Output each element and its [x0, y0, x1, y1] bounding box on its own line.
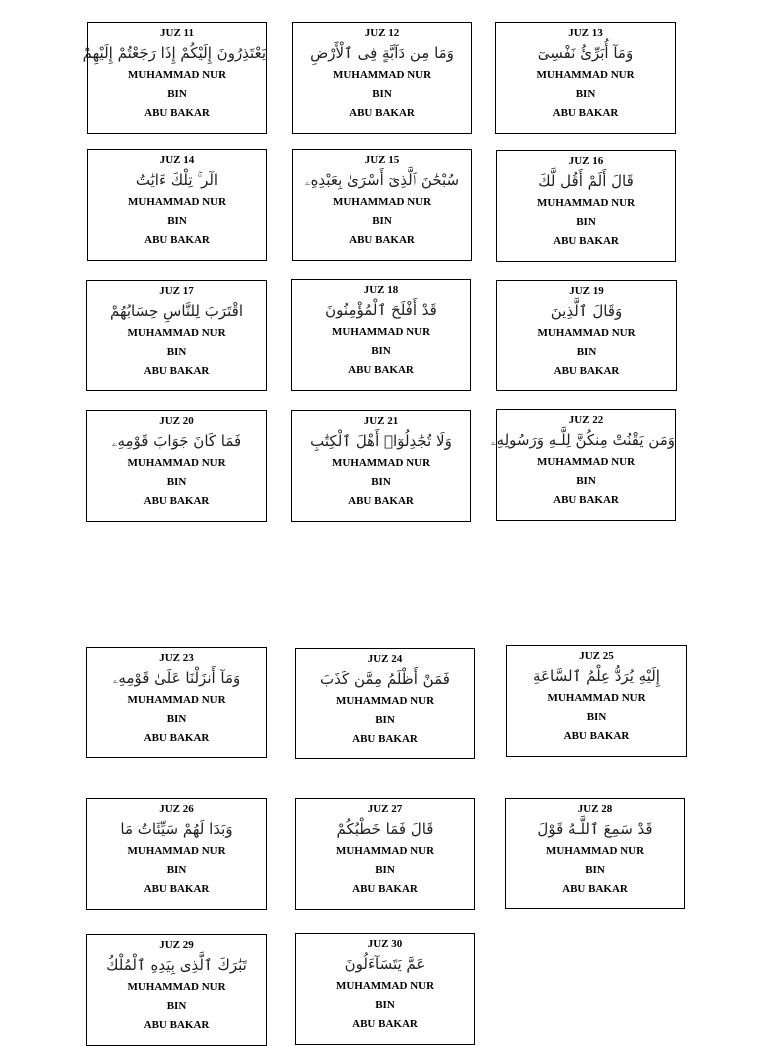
arabic-verse: الٓر ۚ تِلْكَ ءَايَٰتُ: [135, 171, 219, 189]
juz-label-13: [495, 22, 676, 134]
owner-name: MUHAMMAD NUR BIN ABU BAKAR: [332, 196, 432, 246]
juz-label-29: [86, 934, 267, 1046]
owner-name: MUHAMMAD NUR BIN ABU BAKAR: [127, 327, 226, 377]
juz-number: JUZ 18: [363, 284, 399, 296]
owner-name: MUHAMMAD NUR BIN ABU BAKAR: [127, 981, 226, 1031]
owner-name: MUHAMMAD NUR BIN ABU BAKAR: [335, 845, 435, 895]
juz-label-22: [490, 409, 676, 521]
owner-name: MUHAMMAD NUR BIN ABU BAKAR: [547, 692, 646, 742]
juz-number: JUZ 30: [367, 938, 403, 950]
juz-label-16: [496, 150, 676, 262]
juz-number: JUZ 28: [577, 803, 613, 815]
arabic-verse: قَالَ أَلَمْ أَقُل لَّكَ: [538, 172, 634, 190]
juz-number: JUZ 13: [568, 27, 603, 39]
arabic-verse: تَبَٰرَكَ ٱلَّذِى بِيَدِهِ ٱلْمُلْكُ: [106, 956, 247, 974]
juz-number: JUZ 12: [364, 27, 400, 39]
arabic-verse: وَبَدَا لَهُمْ سَيِّئَاتُ مَا: [120, 820, 233, 838]
arabic-verse: اقْتَرَبَ لِلنَّاسِ حِسَابُهُمْ: [109, 302, 244, 320]
juz-number: JUZ 22: [568, 414, 604, 426]
arabic-verse: فَمَنْ أَظْلَمُ مِمَّن كَذَبَ: [320, 670, 450, 688]
juz-label-19: [496, 280, 677, 391]
juz-number: JUZ 20: [159, 415, 194, 427]
juz-number: JUZ 27: [367, 803, 403, 815]
juz-label-23: [86, 647, 267, 758]
arabic-verse: وَمَآ أُبَرِّئُ نَفْسِىٓ: [537, 44, 634, 62]
owner-name: MUHAMMAD NUR BIN ABU BAKAR: [545, 845, 645, 895]
juz-label-24: [295, 648, 475, 759]
juz-label-20: [86, 410, 267, 522]
owner-name: MUHAMMAD NUR BIN ABU BAKAR: [331, 326, 431, 376]
owner-name: MUHAMMAD NUR BIN ABU BAKAR: [331, 457, 431, 507]
juz-label-15: [292, 149, 472, 261]
owner-name: MUHAMMAD NUR BIN ABU BAKAR: [127, 457, 226, 507]
juz-label-18: [291, 279, 471, 391]
arabic-verse: قَدْ أَفْلَحَ ٱلْمُؤْمِنُونَ: [325, 301, 437, 319]
arabic-verse: عَمَّ يَتَسَآءَلُونَ: [344, 955, 426, 973]
owner-name: MUHAMMAD NUR BIN ABU BAKAR: [127, 69, 227, 119]
juz-number: JUZ 24: [367, 653, 403, 665]
owner-name: MUHAMMAD NUR BIN ABU BAKAR: [335, 695, 435, 745]
owner-name: MUHAMMAD NUR BIN ABU BAKAR: [127, 196, 227, 246]
arabic-verse: قَالَ فَمَا خَطْبُكُمْ: [336, 820, 434, 838]
juz-number: JUZ 25: [579, 650, 614, 662]
juz-label-26: [86, 798, 267, 910]
owner-name: MUHAMMAD NUR BIN ABU BAKAR: [127, 694, 226, 744]
juz-number: JUZ 19: [569, 285, 604, 297]
arabic-verse: فَمَا كَانَ جَوَابَ قَوْمِهِۦ: [111, 432, 242, 450]
juz-number: JUZ 23: [159, 652, 194, 664]
arabic-verse: وَمَن يَقْنُتْ مِنكُنَّ لِلَّـهِ وَرَسُولِهِۦ: [490, 431, 675, 449]
juz-label-25: [506, 645, 687, 757]
juz-label-17: [86, 280, 267, 391]
owner-name: MUHAMMAD NUR BIN ABU BAKAR: [127, 845, 226, 895]
juz-number: JUZ 11: [160, 27, 194, 39]
juz-label-11: [82, 22, 267, 134]
owner-name: MUHAMMAD NUR BIN ABU BAKAR: [335, 980, 435, 1030]
arabic-verse: وَمَآ أَنزَلْنَا عَلَىٰ قَوْمِهِۦ: [112, 669, 241, 687]
arabic-verse: يَعْتَذِرُونَ إِلَيْكُمْ إِذَا رَجَعْتُمْ إِلَيْهِمْ: [82, 44, 266, 62]
juz-number: JUZ 21: [363, 415, 399, 427]
juz-label-27: [295, 798, 475, 910]
juz-label-21: [291, 410, 471, 522]
juz-number: JUZ 15: [364, 154, 400, 166]
arabic-verse: وَقَالَ ٱلَّذِينَ: [550, 302, 623, 320]
juz-number: JUZ 26: [159, 803, 194, 815]
owner-name: MUHAMMAD NUR BIN ABU BAKAR: [537, 327, 636, 377]
owner-name: MUHAMMAD NUR BIN ABU BAKAR: [332, 69, 432, 119]
juz-label-14: [87, 149, 267, 261]
juz-number: JUZ 17: [159, 285, 194, 297]
arabic-verse: إِلَيْهِ يُرَدُّ عِلْمُ ٱلسَّاعَةِ: [533, 667, 660, 685]
juz-number: JUZ 14: [159, 154, 195, 166]
owner-name: MUHAMMAD NUR BIN ABU BAKAR: [536, 197, 636, 247]
juz-number: JUZ 29: [159, 939, 194, 951]
owner-name: MUHAMMAD NUR BIN ABU BAKAR: [536, 69, 635, 119]
arabic-verse: قَدْ سَمِعَ ٱللَّـهُ قَوْلَ: [537, 820, 653, 838]
juz-label-30: [295, 933, 475, 1045]
juz-number: JUZ 16: [568, 155, 604, 167]
juz-label-28: [505, 798, 685, 909]
arabic-verse: وَلَا تُجَٰدِلُوٓا۟ أَهْلَ ٱلْكِتَٰبِ: [310, 432, 452, 450]
owner-name: MUHAMMAD NUR BIN ABU BAKAR: [536, 456, 636, 506]
arabic-verse: وَمَا مِن دَآبَّةٍ فِى ٱلْأَرْضِ: [310, 44, 454, 62]
juz-label-12: [292, 22, 472, 134]
arabic-verse: سُبْحَٰنَ ٱلَّذِىٓ أَسْرَىٰ بِعَبْدِهِۦ: [304, 171, 460, 189]
